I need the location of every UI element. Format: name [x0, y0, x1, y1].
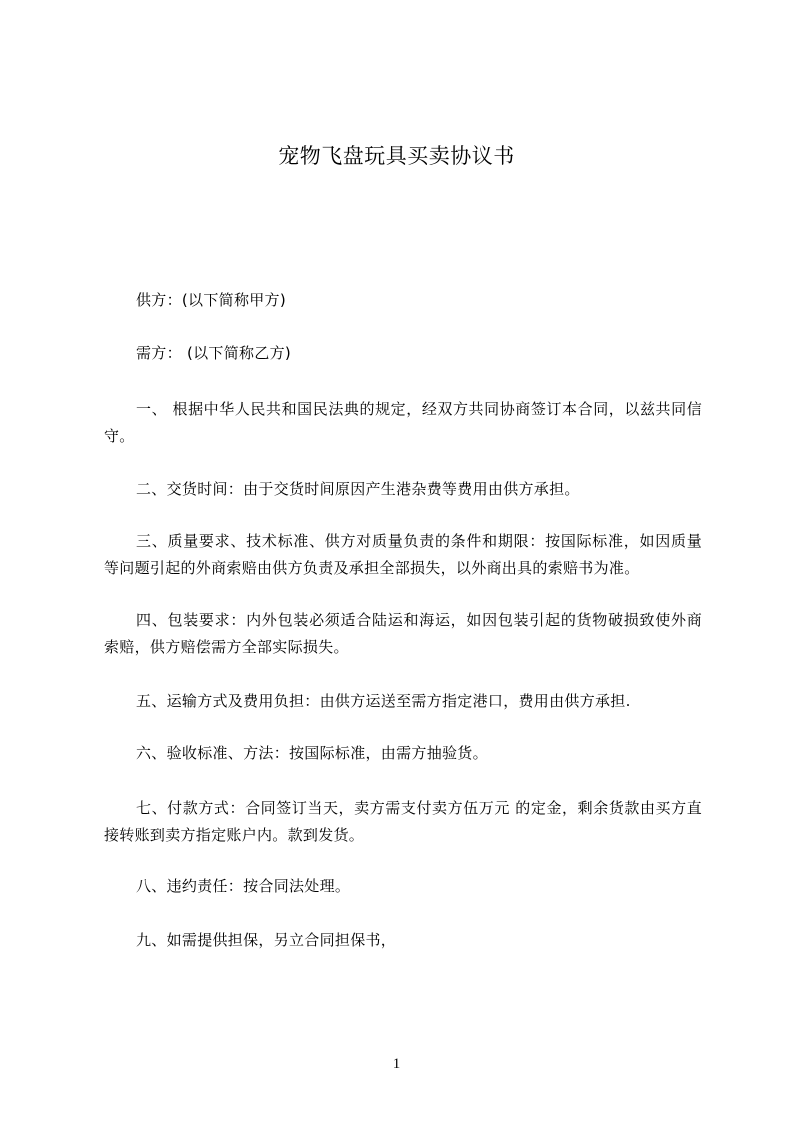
page-number: 1	[392, 1056, 401, 1072]
buyer-line: 需方： (以下简称乙方)	[136, 344, 292, 362]
clause-3: 三、质量要求、技术标准、供方对质量负责的条件和期限：按国际标准，如因质量等问题引起的外商索赔由供方负责及承担全部损失，以外商出具的索赔书为准。	[104, 532, 702, 577]
clause-8: 八、违约责任：按合同法处理。	[136, 877, 351, 895]
clause-2: 二、交货时间：由于交货时间原因产生港杂费等费用由供方承担。	[136, 480, 580, 498]
supplier-line: 供方：(以下简称甲方)	[136, 291, 287, 309]
clause-7: 七、付款方式：合同签订当天，卖方需支付卖方伍万元 的定金，剩余货款由买方直接转账到卖方指定账户内。款到发货。	[104, 799, 702, 844]
clause-1: 一、 根据中华人民共和国民法典的规定，经双方共同协商签订本合同，以兹共同信守。	[104, 400, 702, 445]
document-title: 宠物飞盘玩具买卖协议书	[278, 144, 515, 168]
clause-6: 六、验收标准、方法：按国际标准，由需方抽验货。	[136, 744, 488, 762]
clause-9: 九、如需提供担保，另立合同担保书，	[136, 931, 397, 949]
clause-4: 四、包装要求：内外包装必须适合陆运和海运，如因包装引起的货物破损致使外商索赔，供方赔偿需方全部实际损失。	[104, 611, 702, 656]
clause-5: 五、运输方式及费用负担：由供方运送至需方指定港口，费用由供方承担.	[136, 692, 631, 710]
